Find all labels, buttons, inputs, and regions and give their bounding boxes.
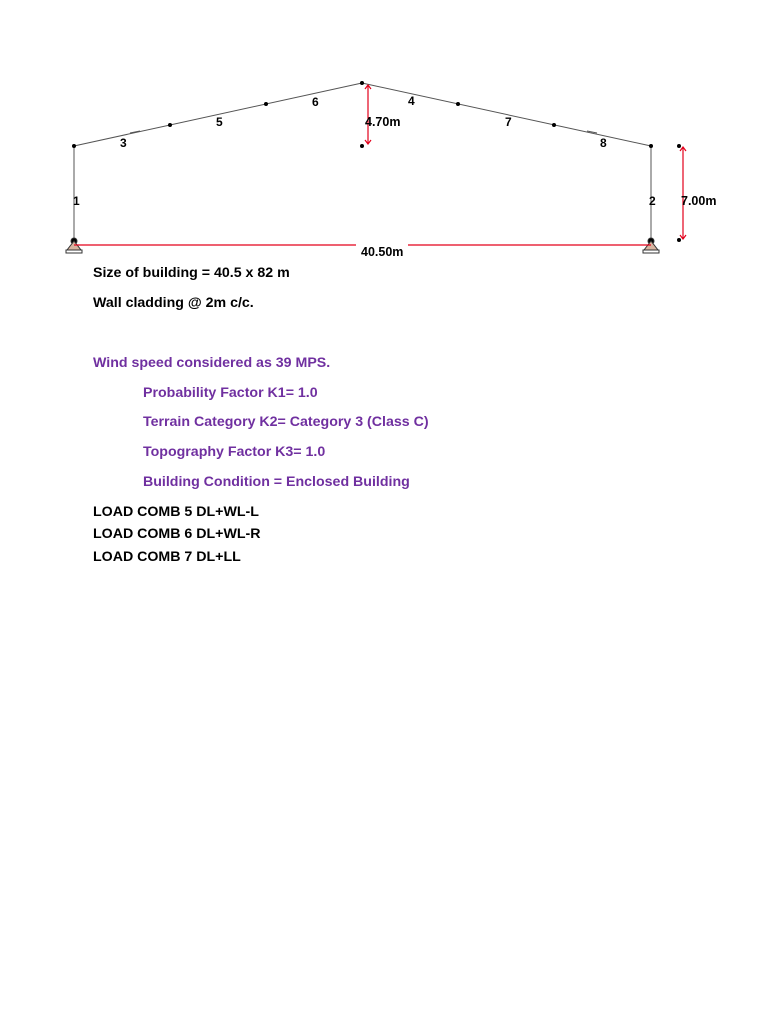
frame-members [74,83,651,241]
node [72,144,76,148]
member-label: 6 [312,95,319,109]
load-combination-item: LOAD COMB 7 DL+LL [93,549,241,565]
member-label: 8 [600,136,607,150]
probability-factor-text: Probability Factor K1= 1.0 [143,385,318,401]
load-combination-item: LOAD COMB 6 DL+WL-R [93,526,261,542]
member-label: 2 [649,194,656,208]
node [677,144,681,148]
node [552,123,556,127]
eave-height-dimension-line [680,147,686,239]
member-label: 4 [408,94,415,108]
node [264,102,268,106]
member-label: 5 [216,115,223,129]
node [360,144,364,148]
member-label: 3 [120,136,127,150]
building-size-text: Size of building = 40.5 x 82 m [93,265,290,281]
member-label: 1 [73,194,80,208]
node [168,123,172,127]
span-dimension-label: 40.50m [361,245,404,259]
wind-speed-heading: Wind speed considered as 39 MPS. [93,355,331,371]
node [456,102,460,106]
node [677,238,681,242]
haunch-marks [130,131,597,133]
terrain-category-text: Terrain Category K2= Category 3 (Class C) [143,414,429,430]
rise-dimension-label: 4.70m [365,115,401,129]
node [649,144,653,148]
topography-factor-text: Topography Factor K3= 1.0 [143,444,326,460]
load-combination-item: LOAD COMB 5 DL+WL-L [93,504,259,520]
node [360,81,364,85]
frame-nodes [72,81,681,242]
portal-frame-diagram [0,0,768,262]
building-condition-text: Building Condition = Enclosed Building [143,474,410,490]
eave-height-dimension-label: 7.00m [681,194,717,208]
wall-cladding-text: Wall cladding @ 2m c/c. [93,295,254,311]
member-label: 7 [505,115,512,129]
